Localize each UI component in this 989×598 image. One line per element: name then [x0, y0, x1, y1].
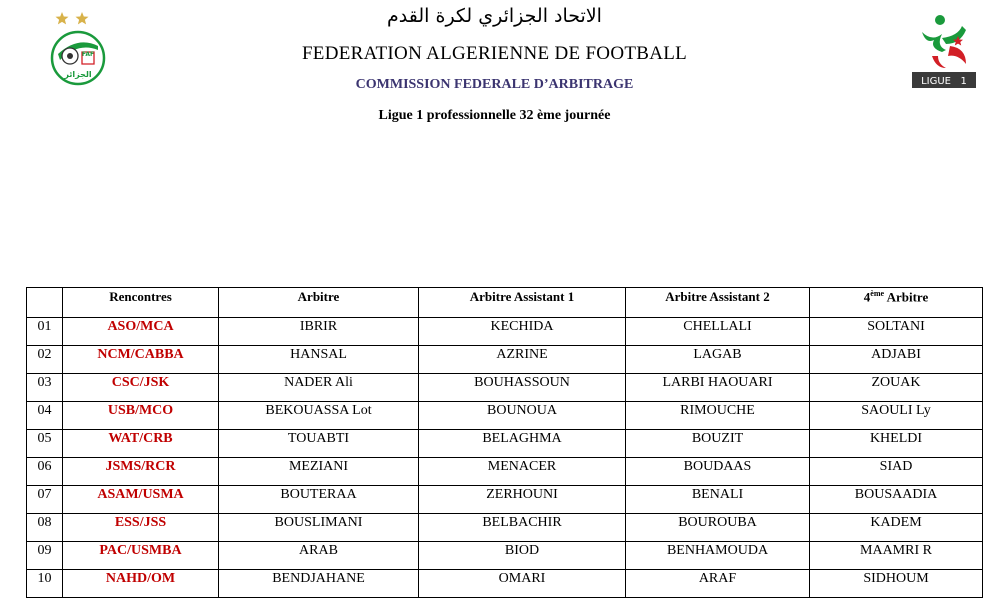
header-quatrieme: 4ème Arbitre [810, 288, 983, 318]
referee-table [26, 287, 983, 598]
assistant2-cell: CHELLALI [626, 318, 810, 346]
header-arbitre: Arbitre [219, 288, 419, 318]
table-row [27, 374, 983, 402]
fourth-official-cell: SIDHOUM [810, 570, 983, 598]
assistant2-cell: BOUROUBA [626, 514, 810, 542]
assistant2-cell: BENHAMOUDA [626, 542, 810, 570]
assistant1-cell: OMARI [419, 570, 626, 598]
assistant2-cell: BOUZIT [626, 430, 810, 458]
assistant2-cell: RIMOUCHE [626, 402, 810, 430]
fourth-official-cell: SOLTANI [810, 318, 983, 346]
row-number: 08 [27, 514, 63, 542]
header-assistant1: Arbitre Assistant 1 [419, 288, 626, 318]
arbitre-cell: IBRIR [219, 318, 419, 346]
assistant2-cell: ARAF [626, 570, 810, 598]
assistant1-cell: BELAGHMA [419, 430, 626, 458]
table-row [27, 458, 983, 486]
federation-title: FEDERATION ALGERIENNE DE FOOTBALL [301, 43, 688, 64]
assistant1-cell: ZERHOUNI [419, 486, 626, 514]
table-row [27, 514, 983, 542]
table-row [27, 486, 983, 514]
row-number: 05 [27, 430, 63, 458]
assistant1-cell: MENACER [419, 458, 626, 486]
row-number: 07 [27, 486, 63, 514]
arbitre-cell: TOUABTI [219, 430, 419, 458]
commission-title: COMMISSION FEDERALE D’ARBITRAGE [355, 77, 634, 92]
match-cell: ESS/JSS [63, 514, 219, 542]
assistant1-cell: BIOD [419, 542, 626, 570]
assistant1-cell: BOUNOUA [419, 402, 626, 430]
assistant1-cell: AZRINE [419, 346, 626, 374]
match-cell: WAT/CRB [63, 430, 219, 458]
assistant1-cell: KECHIDA [419, 318, 626, 346]
assistant1-cell: BELBACHIR [419, 514, 626, 542]
arbitre-cell: BEKOUASSA Lot [219, 402, 419, 430]
match-cell: NCM/CABBA [63, 346, 219, 374]
match-cell: CSC/JSK [63, 374, 219, 402]
table-row [27, 542, 983, 570]
table-row [27, 318, 983, 346]
fourth-official-cell: BOUSAADIA [810, 486, 983, 514]
header-assistant2: Arbitre Assistant 2 [626, 288, 810, 318]
arbitre-cell: BOUSLIMANI [219, 514, 419, 542]
assistant2-cell: BOUDAAS [626, 458, 810, 486]
table-row [27, 402, 983, 430]
assistant2-cell: BENALI [626, 486, 810, 514]
header-rencontres: Rencontres [63, 288, 219, 318]
svg-text:FAF: FAF [81, 51, 95, 58]
table-header-row [27, 288, 983, 318]
svg-text:LIGUE 1: LIGUE 1 [921, 76, 967, 87]
fourth-official-cell: ADJABI [810, 346, 983, 374]
row-number: 03 [27, 374, 63, 402]
row-number: 10 [27, 570, 63, 598]
match-cell: PAC/USMBA [63, 542, 219, 570]
table-row [27, 430, 983, 458]
ligue-title: Ligue 1 professionnelle 32 ème journée [378, 108, 611, 123]
table-row [27, 570, 983, 598]
fourth-official-cell: KADEM [810, 514, 983, 542]
arbitre-cell: NADER Ali [219, 374, 419, 402]
fourth-official-cell: SAOULI Ly [810, 402, 983, 430]
row-number: 02 [27, 346, 63, 374]
fourth-official-cell: KHELDI [810, 430, 983, 458]
header-num [27, 288, 63, 318]
assistant2-cell: LARBI HAOUARI [626, 374, 810, 402]
match-cell: USB/MCO [63, 402, 219, 430]
table-row [27, 346, 983, 374]
fourth-official-cell: ZOUAK [810, 374, 983, 402]
assistant2-cell: LAGAB [626, 346, 810, 374]
arbitre-cell: BOUTERAA [219, 486, 419, 514]
arbitre-cell: ARAB [219, 542, 419, 570]
row-number: 04 [27, 402, 63, 430]
arbitre-cell: MEZIANI [219, 458, 419, 486]
match-cell: ASAM/USMA [63, 486, 219, 514]
fourth-official-cell: SIAD [810, 458, 983, 486]
row-number: 06 [27, 458, 63, 486]
match-cell: JSMS/RCR [63, 458, 219, 486]
match-cell: NAHD/OM [63, 570, 219, 598]
row-number: 09 [27, 542, 63, 570]
arabic-title: الاتحاد الجزائري لكرة القدم [387, 5, 602, 27]
fourth-official-cell: MAAMRI R [810, 542, 983, 570]
arbitre-cell: BENDJAHANE [219, 570, 419, 598]
arbitre-cell: HANSAL [219, 346, 419, 374]
row-number: 01 [27, 318, 63, 346]
assistant1-cell: BOUHASSOUN [419, 374, 626, 402]
svg-text:الجزائر: الجزائر [64, 70, 92, 79]
match-cell: ASO/MCA [63, 318, 219, 346]
